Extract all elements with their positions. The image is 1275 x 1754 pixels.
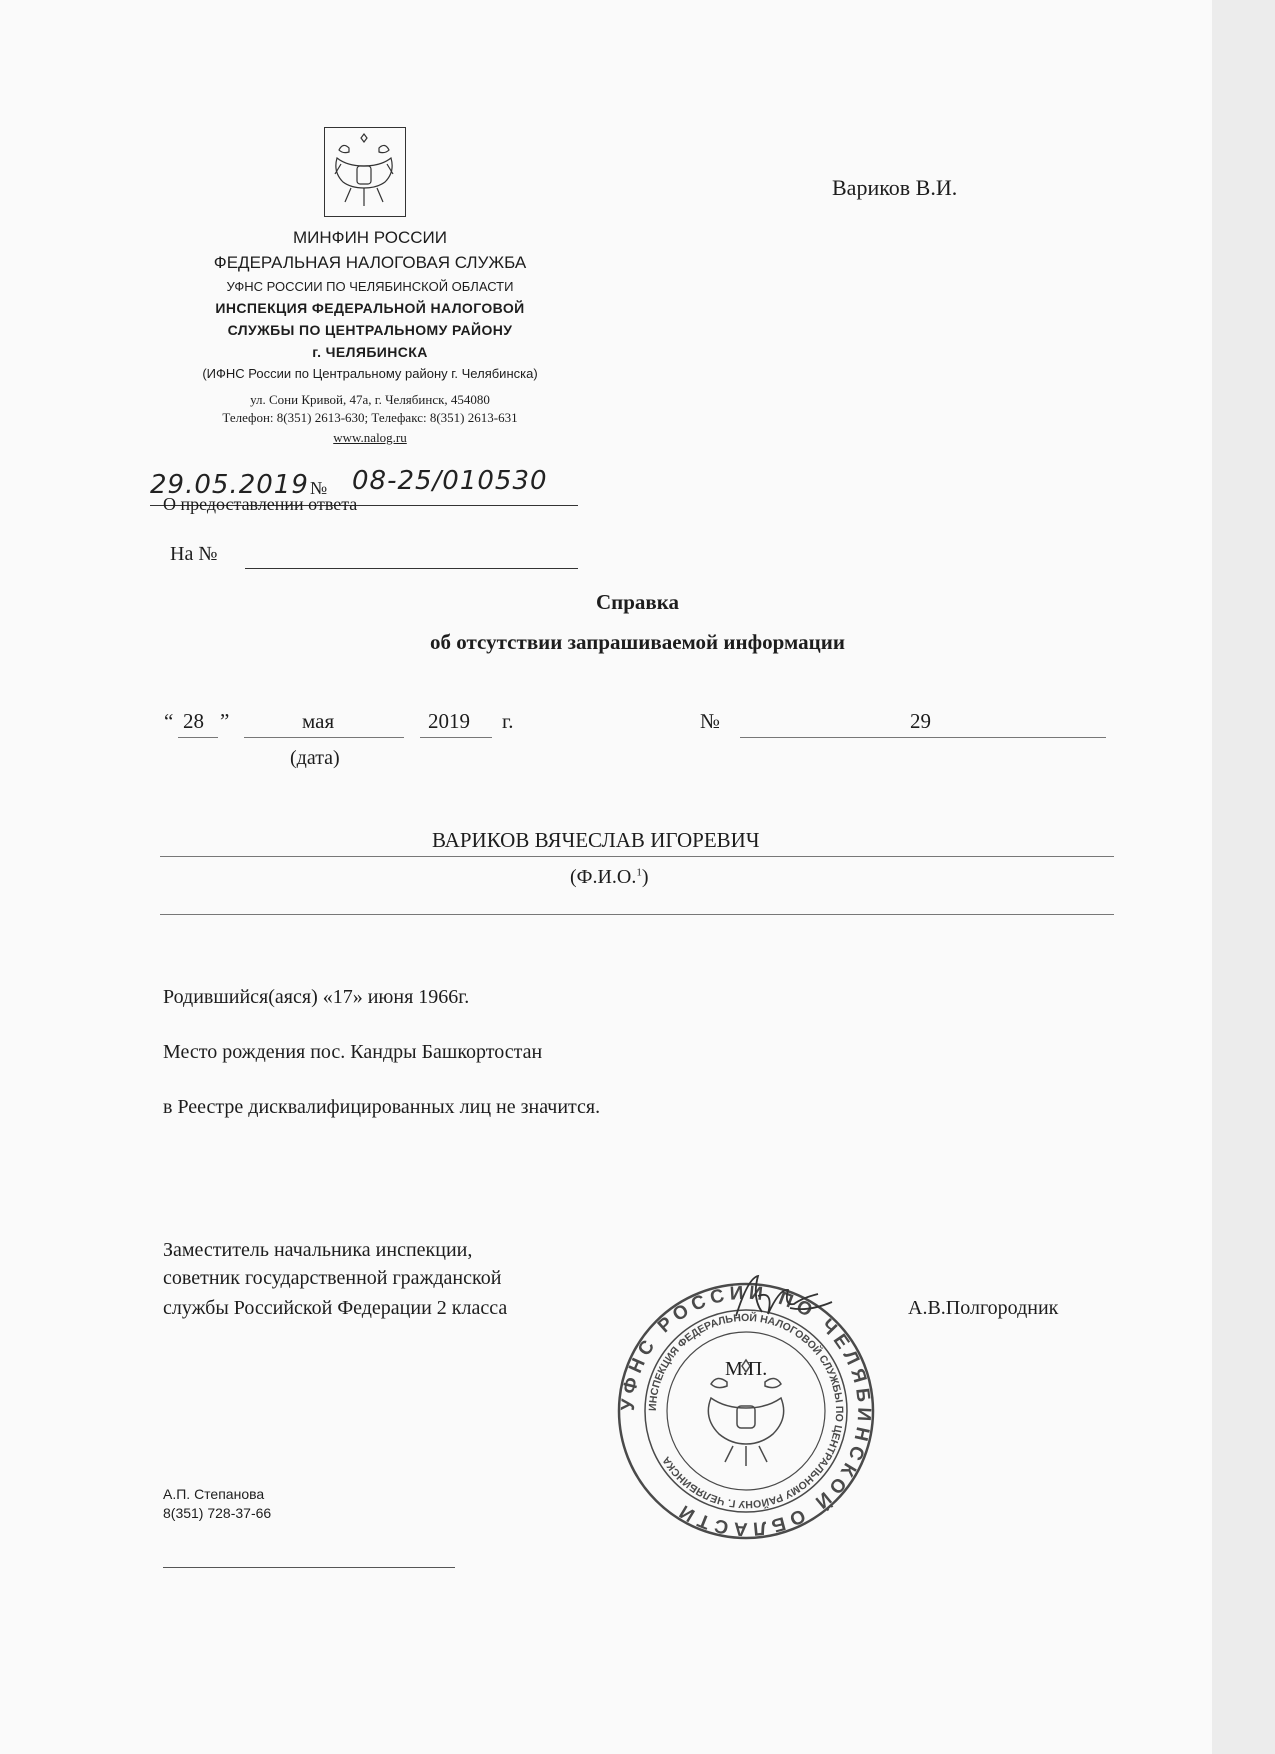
registry-status-line: в Реестре дисквалифицированных лиц не значится. (163, 1096, 601, 1118)
seal-middle-border (645, 1310, 847, 1512)
birth-place-line: Место рождения пос. Кандры Башкортостан (163, 1041, 543, 1063)
handwritten-signature (728, 1268, 838, 1328)
reference-underline (245, 568, 578, 569)
footer-line (163, 1567, 455, 1568)
certificate-subtitle: об отсутствии запрашиваемой информации (430, 630, 845, 654)
header-short-name: (ИФНС России по Центральному району г. Челябинска) (202, 366, 538, 381)
addressee: Вариков В.И. (832, 175, 958, 200)
date-year-suffix: г. (502, 709, 514, 733)
header-regional: УФНС РОССИИ ПО ЧЕЛЯБИНСКОЙ ОБЛАСТИ (226, 279, 514, 294)
outgoing-no-label: № (310, 478, 328, 498)
date-day: 28 (183, 709, 204, 733)
person-fio: ВАРИКОВ ВЯЧЕСЛАВ ИГОРЕВИЧ (432, 828, 760, 852)
date-year: 2019 (428, 709, 470, 733)
signatory-position-2: советник государственной гражданской (163, 1267, 502, 1289)
seal-mark-label: М.П. (725, 1358, 768, 1380)
seal-inner-text: ИНСПЕКЦИЯ ФЕДЕРАЛЬНОЙ НАЛОГОВОЙ СЛУЖБЫ ПО ЦЕНТРАЛЬНОМУ РАЙОНУ Г. ЧЕЛЯБИНСКА (646, 1311, 846, 1511)
date-month: мая (302, 709, 335, 733)
signatory-name: А.В.Полгородник (908, 1297, 1059, 1319)
fio-underline (160, 856, 1114, 857)
header-inspection-2: СЛУЖБЫ ПО ЦЕНТРАЛЬНОМУ РАЙОНУ (227, 322, 513, 338)
birth-date-line: Родившийся(аяся) «17» июня 1966г. (163, 986, 470, 1008)
seal-inner-border (667, 1332, 825, 1490)
header-city: г. ЧЕЛЯБИНСКА (312, 344, 428, 360)
fio-second-line (160, 914, 1114, 915)
header-service: ФЕДЕРАЛЬНАЯ НАЛОГОВАЯ СЛУЖБА (213, 253, 527, 272)
year-underline (420, 737, 492, 738)
month-underline (244, 737, 404, 738)
header-phones: Телефон: 8(351) 2613-630; Телефакс: 8(351) 2613-631 (222, 410, 518, 425)
seal-outer-text: УФНС РОССИИ ПО ЧЕЛЯБИНСКОЙ ОБЛАСТИ (617, 1282, 875, 1540)
outgoing-number-handwritten: 08-25/010530 (352, 466, 548, 496)
header-address: ул. Сони Кривой, 47а, г. Челябинск, 454080 (250, 392, 490, 407)
header-ministry: МИНФИН РОССИИ (293, 228, 447, 247)
subject-line: О предоставлении ответа (163, 494, 358, 514)
header-inspection-1: ИНСПЕКЦИЯ ФЕДЕРАЛЬНОЙ НАЛОГОВОЙ (215, 300, 525, 316)
header-website: www.nalog.ru (333, 430, 407, 445)
certificate-title: Справка (595, 590, 680, 614)
certificate-no-label: № (700, 709, 721, 733)
executor-phone: 8(351) 728-37-66 (163, 1505, 272, 1521)
date-close-quote: ” (220, 709, 230, 733)
number-underline (740, 737, 1106, 738)
fio-caption: (Ф.И.О.$^1$) (570, 866, 649, 888)
executor-name: А.П. Степанова (163, 1486, 265, 1502)
day-underline (178, 737, 218, 738)
date-caption: (дата) (290, 747, 340, 769)
certificate-number: 29 (910, 709, 931, 733)
scan-edge (1212, 0, 1275, 1754)
coat-of-arms-emblem (324, 127, 406, 217)
double-headed-eagle-icon (325, 128, 404, 215)
signatory-position-3: службы Российской Федерации 2 класса (163, 1297, 508, 1319)
signatory-position-1: Заместитель начальника инспекции, (163, 1239, 473, 1261)
outgoing-date-handwritten: 29.05.2019 (150, 470, 309, 500)
reference-no-label: На № (170, 543, 218, 565)
date-open-quote: “ (164, 709, 174, 733)
